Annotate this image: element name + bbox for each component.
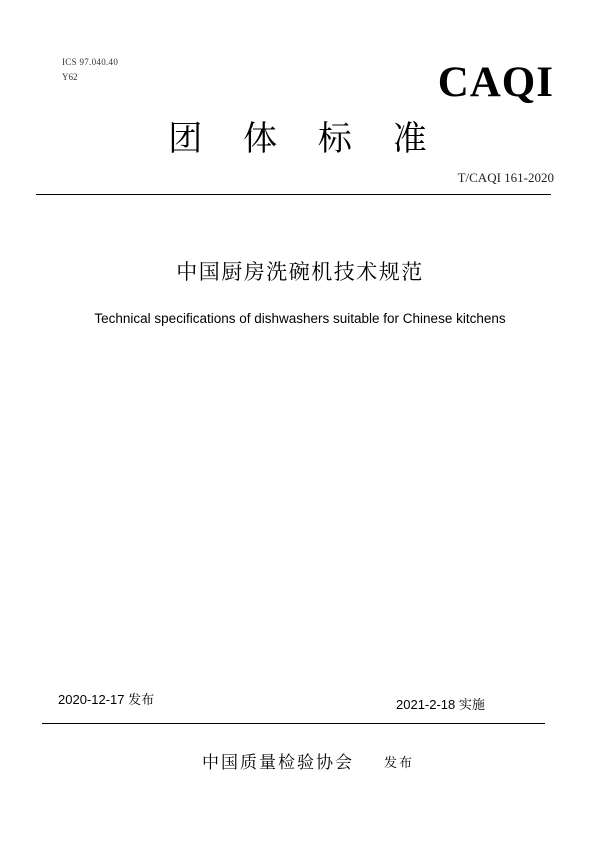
ics-code: ICS 97.040.40 <box>62 57 119 67</box>
top-divider <box>36 194 551 195</box>
caqi-logo: CAQI <box>437 59 554 106</box>
standard-type-heading: 团 体 标 准 <box>168 119 442 159</box>
document-title-chinese: 中国厨房洗碗机技术规范 <box>176 260 424 284</box>
publisher-suffix: 发布 <box>384 756 415 771</box>
standard-number: T/CAQI 161-2020 <box>457 170 554 185</box>
ccs-code: Y62 <box>62 72 78 82</box>
implementation-date: 2021-2-18 实施 <box>396 697 485 712</box>
issue-date: 2020-12-17 发布 <box>58 692 155 707</box>
bottom-divider <box>42 723 545 724</box>
publisher-name: 中国质量检验协会 <box>202 753 354 773</box>
document-title-english: Technical specifications of dishwashers suitable for Chinese kitchens <box>94 311 506 326</box>
